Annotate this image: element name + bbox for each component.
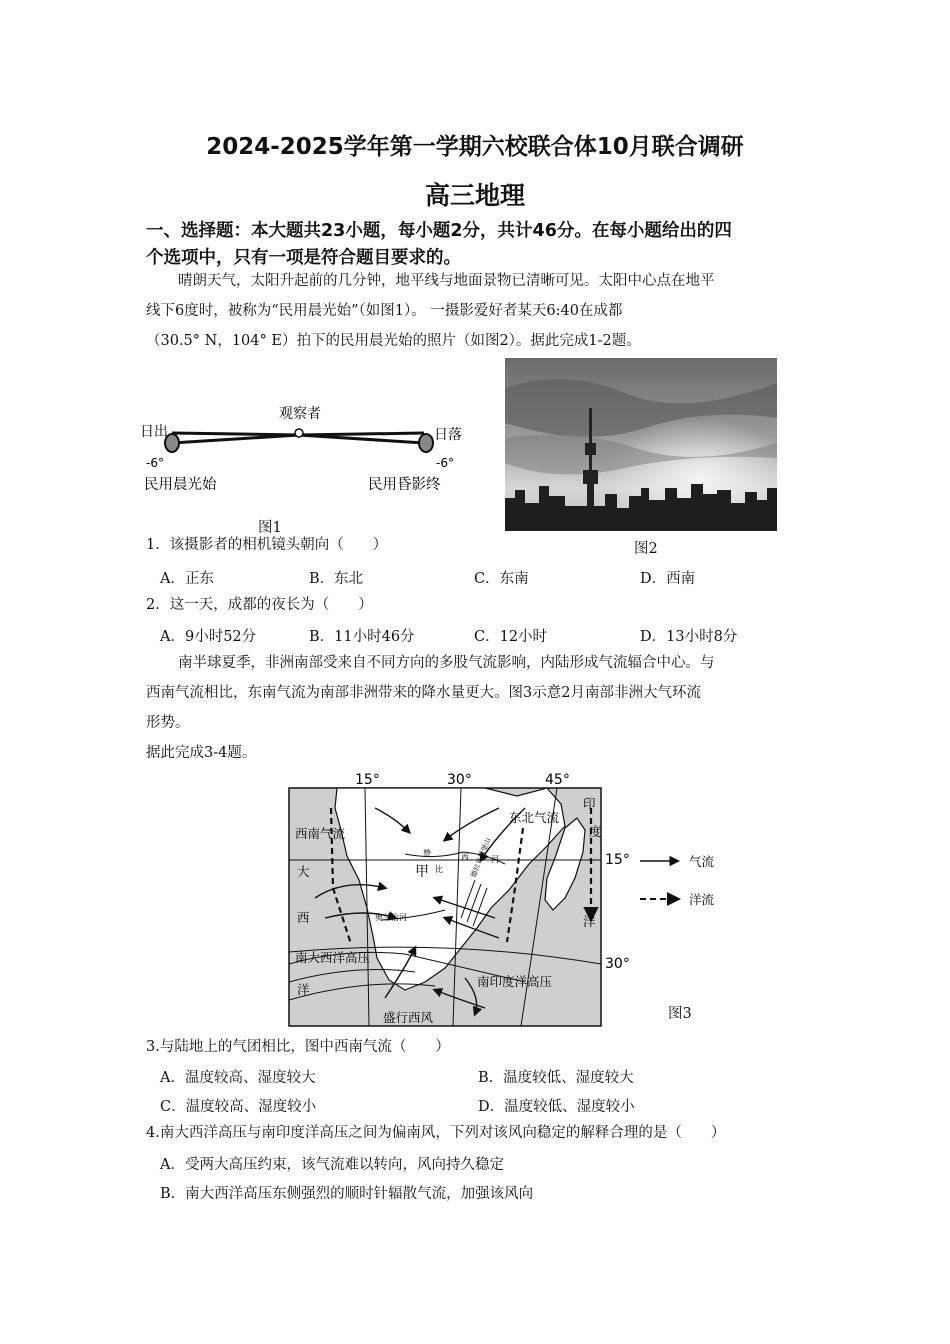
q1-option-b: B．东北 (309, 571, 364, 587)
s-indian-high-label: 南印度洋高压 (477, 974, 553, 989)
q1-option-d: D．西南 (640, 571, 696, 587)
exam-title: 2024-2025学年第一学期六校联合体10月联合调研 (206, 134, 744, 160)
passage1-line2: 线下6度时，被称为“民用晨光始”（如图1）。 一摄影爱好者某天6:40在成都 (146, 303, 623, 319)
lon-30-label: 30° (447, 772, 472, 788)
q3-option-b: B．温度较低、湿度较大 (478, 1070, 634, 1086)
dusk-label: 民用昏影终 (368, 477, 441, 493)
section-heading-line1: 一、选择题：本大题共23小题，每小题2分，共计46分。在每小题给出的四 (146, 221, 732, 241)
sunrise-label: 日出 (140, 424, 168, 440)
q3-option-d: D．温度较低、湿度较小 (478, 1099, 635, 1115)
passage1-line3: （30.5° N，104° E）拍下的民用晨光始的照片（如图2）。据此完成1-2题。 (146, 333, 641, 349)
q4-option-b: B．南大西洋高压东侧强烈的顺时针辐散气流，加强该风向 (160, 1186, 534, 1202)
figure2-caption: 图2 (634, 541, 658, 557)
sw-flow-label: 西南气流 (295, 826, 346, 841)
passage2-line3: 形势。 (146, 715, 190, 731)
orange-river-label: 奥兰治河 (375, 913, 407, 922)
q4-option-a: A．受两大高压约束，该气流难以转向，风向持久稳定 (160, 1157, 504, 1173)
lon-45-label: 45° (545, 772, 570, 788)
figure3-map (285, 768, 745, 1030)
indian-label-2: 度 (589, 824, 602, 839)
q3-option-a: A．温度较高、湿度较大 (160, 1070, 316, 1086)
atlantic-label-3: 洋 (297, 982, 310, 997)
lat-15-label: 15° (605, 852, 630, 868)
indian-label-1: 印 (583, 796, 596, 811)
subject-title: 高三地理 (424, 181, 525, 210)
passage2-line4: 据此完成3-4题。 (146, 745, 257, 761)
q4-stem: 4.南大西洋高压与南印度洋高压之间为偏南风，下列对该风向稳定的解释合理的是（ ） (146, 1125, 726, 1141)
atlantic-label-2: 西 (297, 910, 310, 925)
passage2-line1: 南半球夏季，非洲南部受来自不同方向的多股气流影响，内陆形成气流辐合中心。与 (178, 655, 715, 671)
observer-point (295, 429, 303, 437)
legend-ocean-label: 洋流 (689, 892, 715, 907)
q1-option-c: C．东南 (474, 571, 529, 587)
q3-option-c: C．温度较高、湿度较小 (160, 1099, 317, 1115)
section-heading-line2: 个选项中，只有一项是符合题目要求的。 (146, 248, 461, 268)
indian-label-3: 洋 (583, 914, 596, 929)
figure3-caption: 图3 (668, 1006, 692, 1022)
passage2-line2: 西南气流相比，东南气流为南部非洲带来的降水量更大。图3示意2月南部非洲大气环流 (146, 685, 701, 701)
q3-stem: 3.与陆地上的气团相比，图中西南气流（ ） (146, 1039, 450, 1055)
legend-air-label: 气流 (689, 854, 715, 869)
angle-left-label: -6° (146, 456, 164, 470)
observer-label: 观察者 (279, 406, 321, 422)
figure2-photo (505, 358, 777, 531)
ray-right (299, 435, 424, 443)
angle-right-label: -6° (436, 456, 454, 470)
sunset-label: 日落 (434, 427, 462, 443)
jia-label: 甲 (415, 864, 429, 880)
svg-text:比: 比 (435, 865, 443, 874)
q2-stem: 2．这一天，成都的夜长为（ ） (146, 597, 373, 613)
s-atlantic-high-label: 南大西洋高压 (295, 950, 371, 965)
svg-text:赞: 赞 (423, 849, 431, 858)
figure1-caption: 图1 (258, 520, 282, 536)
passage1-line1: 晴朗天气，太阳升起前的几分钟，地平线与地面景物已清晰可见。太阳中心点在地平 (178, 273, 715, 289)
q2-option-b: B．11小时46分 (309, 629, 415, 645)
ray-left (172, 435, 299, 443)
q2-option-a: A．9小时52分 (160, 629, 257, 645)
q2-option-d: D．13小时8分 (640, 629, 738, 645)
svg-text:西: 西 (461, 853, 469, 862)
figure1-diagram (136, 395, 476, 505)
lon-15-label: 15° (355, 772, 380, 788)
sun-icon-right (419, 434, 433, 452)
drakensberg-label: 德拉肯斯堡山 (469, 836, 493, 879)
westerlies-label: 盛行西风 (383, 1010, 434, 1025)
svg-text:河: 河 (491, 855, 499, 864)
q1-option-a: A．正东 (160, 571, 214, 587)
dawn-label: 民用晨光始 (144, 477, 217, 493)
lat-30-label: 30° (605, 956, 630, 972)
atlantic-label-1: 大 (297, 864, 310, 879)
section-heading (146, 218, 816, 272)
q2-option-c: C．12小时 (474, 629, 548, 645)
q1-stem: 1．该摄影者的相机镜头朝向（ ） (146, 537, 388, 553)
ne-flow-label: 东北气流 (509, 810, 560, 825)
